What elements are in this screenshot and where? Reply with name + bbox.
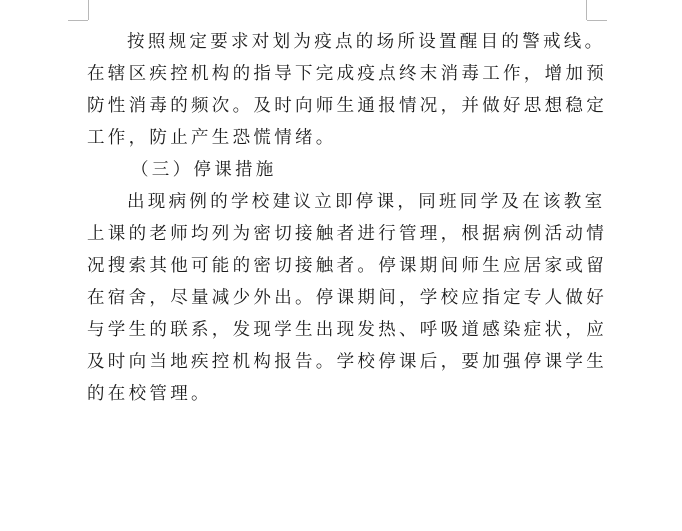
paragraph-2: [87, 186, 607, 410]
text-line: 及时向当地疾控机构报告。学校停课后，要加强停课学生: [87, 352, 607, 372]
text-line: 工作，防止产生恐慌情绪。: [87, 128, 337, 148]
crop-mark-top-right-vertical: [586, 0, 587, 20]
text-line: 况搜索其他可能的密切接触者。停课期间师生应居家或留: [87, 256, 607, 276]
section-heading-text: （三）停课措施: [131, 160, 277, 180]
crop-mark-top-left-horizontal: [68, 20, 88, 21]
crop-mark-top-left-vertical: [88, 0, 89, 20]
text-line: 在宿舍，尽量减少外出。停课期间，学校应指定专人做好: [87, 288, 607, 308]
paragraph-1: [87, 26, 607, 154]
text-line: 在辖区疾控机构的指导下完成疫点终末消毒工作，增加预: [87, 64, 607, 84]
section-heading: [87, 154, 587, 186]
text-line: 与学生的联系，发现学生出现发热、呼吸道感染症状，应: [87, 320, 607, 340]
text-line: 上课的老师均列为密切接触者进行管理，根据病例活动情: [87, 224, 607, 244]
text-line: 按照规定要求对划为疫点的场所设置醒目的警戒线。: [127, 32, 606, 52]
text-line: 防性消毒的频次。及时向师生通报情况，并做好思想稳定: [87, 96, 607, 116]
text-line: 的在校管理。: [87, 384, 212, 404]
text-line: 出现病例的学校建议立即停课，同班同学及在该教室: [127, 192, 606, 212]
document-body[interactable]: [87, 26, 607, 410]
crop-mark-top-right-horizontal: [587, 20, 607, 21]
